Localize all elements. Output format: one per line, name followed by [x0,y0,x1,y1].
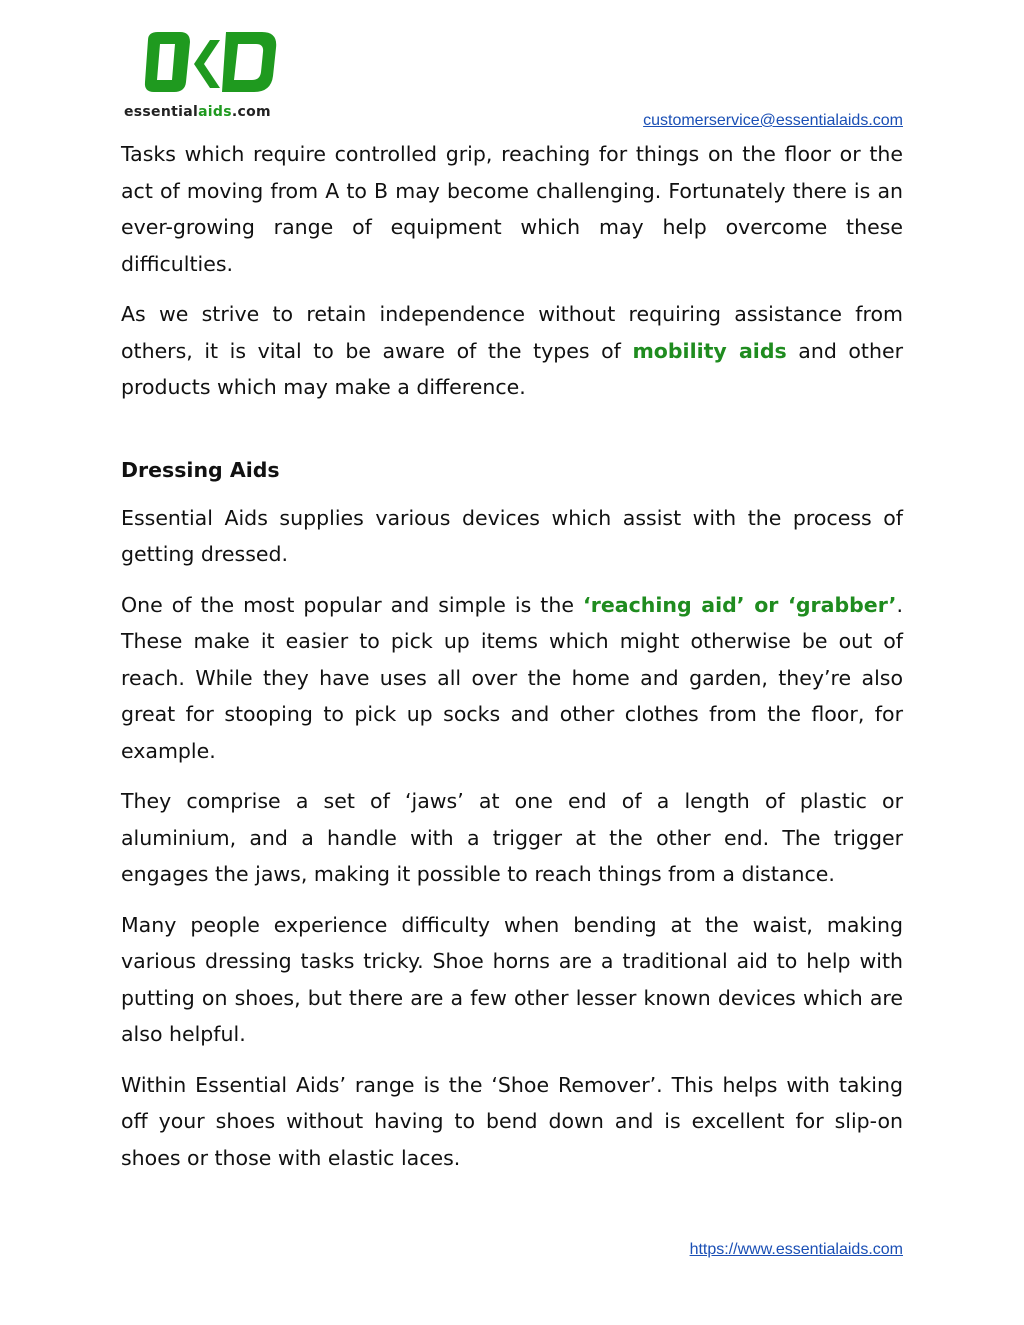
paragraph-dressing-devices: Essential Aids supplies various devices which assist with the process of getting dressed. [121,505,903,566]
article-body [121,136,903,1190]
paragraph-independence-text-end: and other products which may make a difference. [121,338,904,399]
paragraph-independence [121,296,903,406]
logo-wordmark-suffix: .com [231,104,271,120]
paragraph-reaching-aid-text-end: . These make it easier to pick up items which might otherwise be out of reach. While they have uses all over the home and garden, they’re also great for stooping to pick up socks and other clothes from the floor, for example. [121,592,903,763]
paragraph-jaws: They comprise a set of ‘jaws’ at one end of a length of plastic or aluminium, and a handle with a trigger at the other end. The trigger engages the jaws, making it possible to reach things from a distance. [121,789,903,886]
website-url-link[interactable]: https://www.essentialaids.com [689,1241,903,1258]
customer-service-email-link[interactable]: customerservice@essentialaids.com [643,112,903,129]
paragraph-reaching-aid-text-start: One of the most popular and simple is the [121,592,583,617]
dressing-aids-heading: Dressing Aids [121,457,280,482]
essentialaids-logo-icon [142,30,280,96]
paragraph-shoe-remover: Within Essential Aids’ range is the ‘Shoe Remover’. This helps with taking off your shoes without having to bend down and is excellent for slip-on shoes or those with elastic laces. [121,1072,903,1170]
logo-wordmark [124,104,271,120]
mobility-aids-link[interactable]: mobility aids [632,338,787,363]
paragraph-bending: Many people experience difficulty when bending at the waist, making various dressing tasks tricky. Shoe horns are a traditional aid to help with putting on shoes, but there are a few other lesser known devices which are also helpful. [121,912,903,1046]
logo-wordmark-accent: aids [198,104,232,120]
paragraph-independence-text-start: As we strive to retain independence without requiring assistance from others, it is vital to be aware of the types of [121,302,903,363]
paragraph-intro: Tasks which require controlled grip, reaching for things on the floor or the act of moving from A to B may become challenging. Fortunately there is an ever-growing range of equipment which may help overcome these difficulties. [121,142,903,276]
reaching-aid-link[interactable]: ‘reaching aid’ or ‘grabber’ [582,592,897,617]
paragraph-reaching-aid [121,587,903,770]
brand-logo[interactable] [118,30,298,122]
logo-wordmark-prefix: essential [124,104,199,120]
